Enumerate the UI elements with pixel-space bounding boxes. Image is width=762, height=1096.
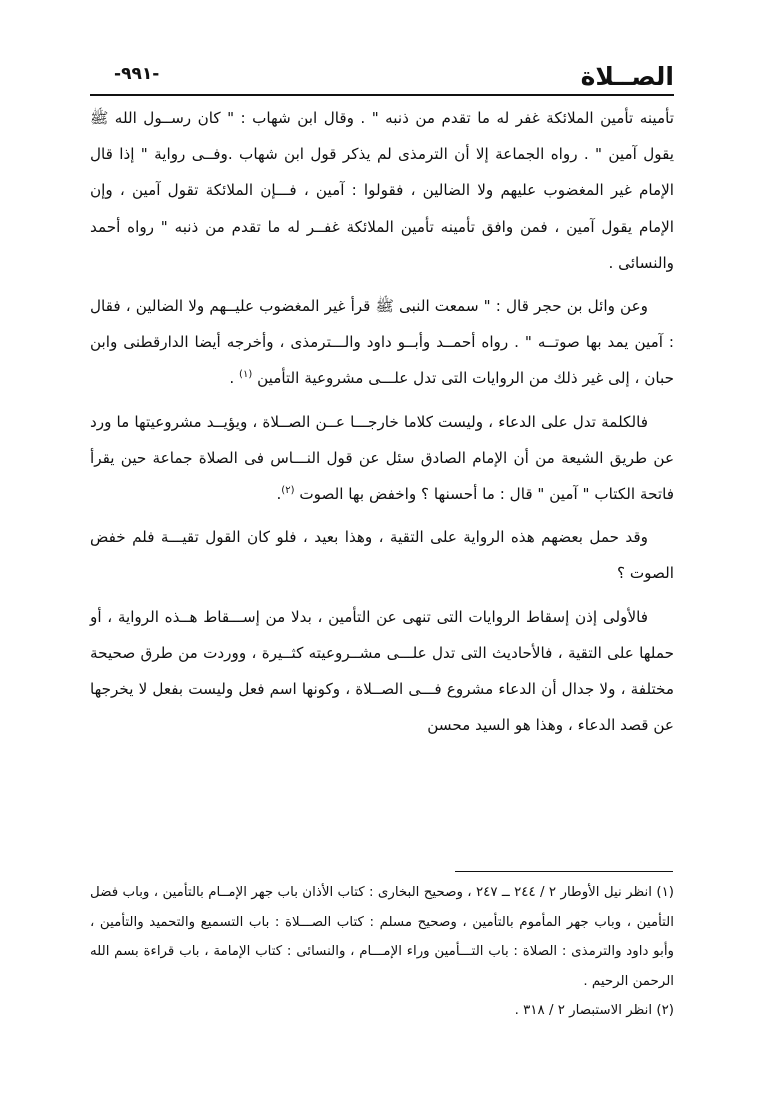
footnote-ref[interactable]: (١) xyxy=(239,369,253,381)
body-text xyxy=(90,100,674,743)
footnote: (١) انظر نيل الأوطار ٢ / ٢٤٤ ــ ٢٤٧ ، وصحيح البخارى : كتاب الأذان باب جهر الإمــام بالتأمين ، وباب فضل التأمين ، وباب جهر المأموم بالتأمين ، وصحيح مسلم : كتاب الصـــلاة : باب التسميع والتحميد والتأمين ، وأبو داود والترمذى : الصلاة : باب التـــأمين وراء الإمـــام ، والنسائى : كتاب الإمامة ، باب قراءة بسم الله الرحمن الرحيم . xyxy=(90,885,674,989)
paragraph: وقد حمل بعضهم هذه الرواية على التقية ، وهذا بعيد ، فلو كان القول تقيـــة فلم خفض الصوت ؟ xyxy=(90,528,674,583)
footnote: (٢) انظر الاستبصار ٢ / ٣١٨ . xyxy=(514,1003,674,1018)
paragraph: فالكلمة تدل على الدعاء ، وليست كلاما خارجـــا عــن الصــلاة ، ويؤيــد مشروعيتها ما ورد عن طريق الشيعة من أن الإمام الصادق سئل عن قول النـــاس فى الصلاة جماعة حين يقرأ فاتحة الكتاب " آمين " قال : ما أحسنها ؟ واخفض بها الصوت $^{(٢)}$. xyxy=(90,412,674,504)
paragraph: فالأولى إذن إسقاط الروايات التى تنهى عن التأمين ، بدلا من إســـقاط هــذه الرواية ، أو حملها على التقية ، فالأحاديث التى تدل علـــى مشــروعيته كثــيرة ، ووردت من طرق صحيحة مختلفة ، ولا جدال أن الدعاء مشروع فـــى الصــلاة ، وكونها اسم فعل وليست بفعل لا يخرجها عن قصد الدعاء ، وهذا هو السيد محسن xyxy=(90,607,674,735)
paragraph: وعن وائل بن حجر قال : " سمعت النبى ﷺ قرأ غير المغضوب عليــهم ولا الضالين ، فقال : آمين يمد بها صوتــه " . رواه أحمــد وأبــو داود والـــترمذى ، وأخرجه أيضا الدارقطنى وابن حبان ، إلى غير ذلك من الروايات التى تدل علـــى مشروعية التأمين $^{(١)}$ . xyxy=(90,297,674,388)
footnote-ref[interactable]: (٢) xyxy=(281,484,295,496)
page-number: -٩٩١- xyxy=(114,64,160,84)
running-header xyxy=(90,60,674,96)
footnotes xyxy=(90,878,674,1026)
page-title: الصــلاة xyxy=(580,62,674,91)
paragraph: تأمينه تأمين الملائكة غفر له ما تقدم من ذنبه " . وقال ابن شهاب : " كان رســول الله ﷺ يقول آمين " . رواه الجماعة إلا أن الترمذى لم يذكر قول ابن شهاب .وفــى رواية " إذا قال الإمام غير المغضوب عليهم ولا الضالين ، فقولوا : آمين ، فـــإن الملائكة تقول آمين ، وإن الإمام يقول آمين ، فمن وافق تأمينه تأمين الملائكة غفــر له ما تقدم من ذنبه " رواه أحمد والنسائى . xyxy=(90,109,674,272)
footnote-divider xyxy=(455,871,673,872)
